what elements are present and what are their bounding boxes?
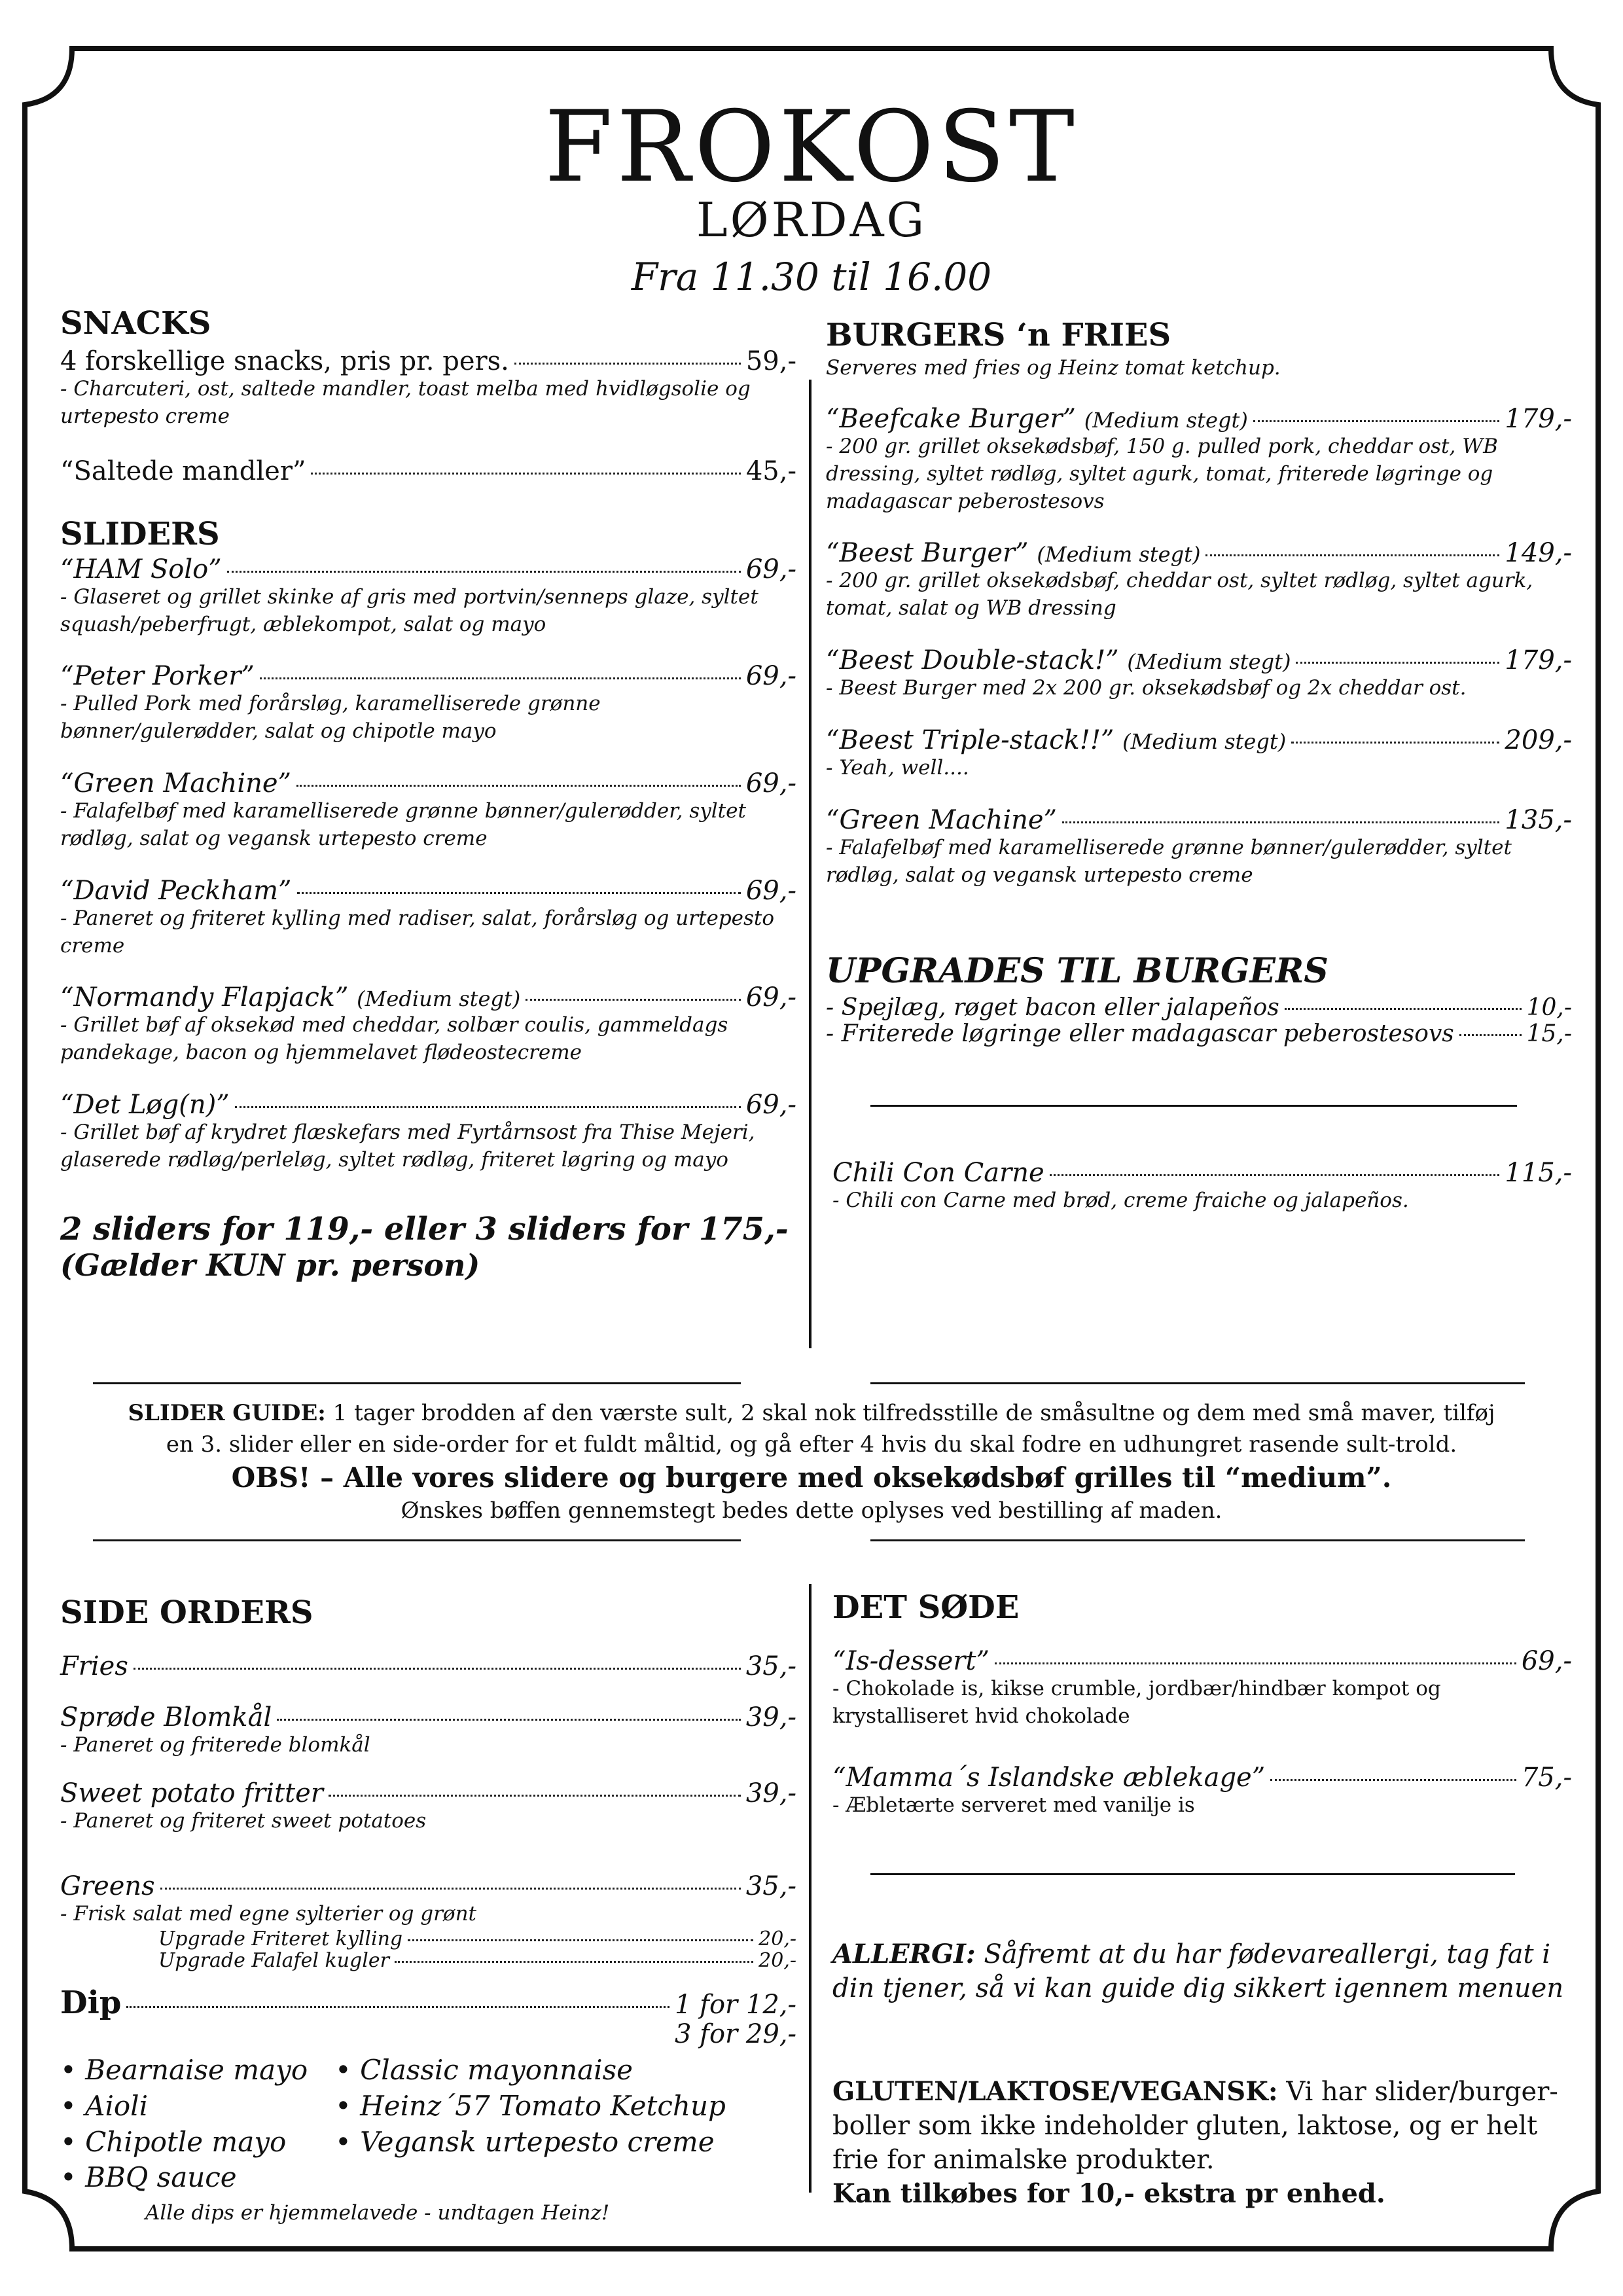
menu-item [60,1779,796,1808]
chili-item-block [832,1158,1572,1215]
dip-option: • BBQ sauce [60,2161,237,2194]
item-price: 35,- [745,1871,796,1901]
right-column-top [826,319,1572,1047]
slider-guide-line2: en 3. slider eller en side-order for et fuldt måltid, og gå efter 4 hvis du skal fodre en udhungret rasende sult-trold. [166,1431,1457,1458]
leader-dots [408,1939,753,1941]
item-price: 69,- [745,554,796,584]
leader-dots [514,363,741,365]
item-title: “Beest Burger” [826,538,1029,569]
item-price: 69,- [745,982,796,1013]
menu-item [826,726,1572,755]
section-heading-desserts: DET SØDE [832,1589,1020,1626]
item-name: “Mamma´s Islandske æblekage” [832,1762,1266,1793]
item-name: “Green Machine” [60,768,291,799]
desserts [832,1589,1572,1820]
item-price: 179,- [1505,645,1572,676]
item-name: “HAM Solo” [60,554,222,584]
leader-dots [134,1668,741,1670]
dip-option: • Chipotle mayo [60,2125,287,2158]
item-name: Sprøde Blomkål [60,1702,272,1732]
section-heading-sides: SIDE ORDERS [60,1594,313,1631]
dip-list [60,2053,796,2195]
dip-option: • Bearnaise mayo [60,2054,308,2087]
leader-dots [260,677,741,679]
leader-dots [126,2006,669,2008]
leader-dots [160,1888,741,1890]
dip-column [335,2053,726,2195]
item-description: - Frisk salat med egne sylterier og grønt [60,1901,477,1926]
menu-item [60,983,796,1012]
leader-dots [1253,420,1500,422]
section-heading-sliders: SLIDERS [60,515,220,552]
divider-line [93,1382,741,1384]
item-description: - Paneret og friteret sweet potatoes [60,1808,427,1833]
menu-item [60,769,796,798]
opening-hours: Fra 11.30 til 16.00 [631,255,992,299]
leader-dots [277,1719,741,1721]
item-description: - Chili con Carne med brød, creme fraiche og jalapeños. [832,1189,1409,1212]
section-subheading: Serveres med fries og Heinz tomat ketchup. [826,356,1281,380]
divider-line [870,1539,1525,1541]
item-price: 39,- [745,1702,796,1732]
dip-price-triple: 3 for 29,- [674,2019,796,2050]
item-price: 45,- [745,456,796,486]
item-price: 69,- [745,1090,796,1121]
menu-item [832,1158,1572,1187]
leader-dots [235,1106,741,1108]
item-name [826,539,1200,567]
item-price: 209,- [1505,725,1572,755]
greens-upgrade [158,1950,796,1971]
item-name: Greens [60,1871,155,1901]
item-description: - Beest Burger med 2x 200 gr. oksekødsbøf og 2x cheddar ost. [826,676,1467,700]
item-note: (Medium stegt) [1037,542,1201,567]
item-name: “Is-dessert” [832,1646,990,1676]
slider-guide-text1: 1 tager brodden af den værste sult, 2 skal nok tilfredsstille de småsultne og dem med små maver, tilføj [325,1400,1495,1426]
sliders-offer-note: (Gælder KUN pr. person) [60,1247,480,1283]
column-divider-top [809,380,812,1348]
item-description: - Yeah, well.... [826,755,969,780]
section-heading-upgrades: UPGRADES TIL BURGERS [826,951,1329,992]
item-price: 39,- [745,1778,796,1808]
leader-dots [297,892,741,894]
slider-guide [59,1398,1564,1525]
menu-item [826,646,1572,675]
item-price: 69,- [745,768,796,799]
item-description: - Paneret og friteret kylling med radiser, salat, forårsløg og urtepesto creme [60,906,775,958]
item-price: 20,- [758,1927,796,1950]
menu-item [826,404,1572,433]
item-description: - Æbletærte serveret med vanilje is [832,1793,1195,1817]
item-name: - Friterede løgringe eller madagascar peberostesovs [826,1020,1454,1048]
item-description: - Grillet bøf af krydret flæskefars med Fyrtårnsost fra Thise Mejeri, glaserede rødløg/perleløg, syltet rødløg, friteret løgring og mayo [60,1121,755,1172]
slider-guide-label: SLIDER GUIDE: [128,1400,326,1426]
dip-option: • Vegansk urtepesto creme [335,2125,715,2158]
divider-line [870,1382,1525,1384]
menu-item [60,1090,796,1119]
item-price: 35,- [745,1651,796,1681]
leader-dots [311,473,740,475]
sliders-offer: 2 sliders for 119,- eller 3 sliders for 175,- [60,1210,789,1247]
leader-dots [1296,662,1499,664]
gluten-text: Vi har slider/burger-boller som ikke indeholder gluten, laktose, og er helt frie for animalske produkter. [832,2077,1558,2175]
menu-item [60,1872,796,1901]
menu-item [60,347,796,376]
item-price: 179,- [1505,403,1572,434]
item-title: “Normandy Flapjack” [60,982,349,1013]
menu-item [60,876,796,905]
item-price: 20,- [758,1948,796,1972]
item-note: (Medium stegt) [1084,407,1248,433]
item-name: Upgrade Friteret kylling [158,1927,403,1950]
menu-item [60,457,796,486]
menu-item [60,1652,796,1681]
dip-option: • Aioli [60,2089,149,2122]
upgrade-item [826,995,1572,1021]
divider-line [870,1873,1515,1875]
dip-item [60,1986,796,2020]
item-description: - Falafelbøf med karamelliserede grønne bønner/gulerødder, syltet rødløg, salat og vegansk urtepesto creme [826,835,1512,887]
leader-dots [1291,742,1499,744]
item-title: “Beest Triple-stack!!” [826,725,1115,755]
item-price: 149,- [1505,538,1572,569]
item-name [826,726,1286,755]
item-price: 69,- [745,875,796,906]
item-price: 69,- [1521,1646,1572,1676]
item-title: “Beest Double-stack!” [826,645,1119,676]
leader-dots [296,785,741,787]
item-name: Upgrade Falafel kugler [158,1948,389,1972]
leader-dots [1459,1034,1522,1036]
item-note: (Medium stegt) [357,986,521,1012]
item-name: “Peter Porker” [60,661,255,692]
menu-item [60,555,796,584]
item-name: “David Peckham” [60,875,292,906]
leader-dots [329,1795,741,1797]
item-price: 115,- [1505,1158,1572,1188]
leader-dots [526,999,741,1001]
leader-dots [1205,554,1499,556]
slider-guide-line1 [59,1398,1564,1429]
dip-option: • Classic mayonnaise [335,2054,633,2087]
leader-dots [1050,1174,1500,1176]
item-price: 135,- [1505,804,1572,835]
left-column-top [60,305,796,1283]
dip-label: Dip [60,1984,122,2021]
dip-column [60,2053,335,2195]
menu-item [60,662,796,691]
item-name [826,646,1291,675]
page-subtitle: LØRDAG [696,192,927,247]
gluten-extra: Kan tilkøbes for 10,- ekstra pr enhed. [832,2178,1385,2209]
leader-dots [1285,1008,1522,1010]
item-description: - Charcuteri, ost, saltede mandler, toast melba med hvidløgsolie og urtepesto creme [60,377,751,428]
item-title: “Beefcake Burger” [826,403,1076,434]
leader-dots [227,571,741,573]
side-orders [60,1594,796,2227]
item-price: 15,- [1526,1020,1572,1048]
leader-dots [1270,1779,1516,1781]
gluten-label: GLUTEN/LAKTOSE/VEGANSK: [832,2076,1278,2107]
menu-item [832,1763,1572,1792]
item-description: - 200 gr. grillet oksekødsbøf, 150 g. pulled pork, cheddar ost, WB dressing, syltet rødløg, syltet agurk, tomat, friterede løgringe og madagascar peberostesovs [826,434,1498,513]
item-price: 69,- [745,661,796,692]
item-description: - Pulled Pork med forårsløg, karamelliserede grønne bønner/gulerødder, salat og chipotle mayo [60,692,601,744]
menu-item [826,539,1572,567]
item-name: 4 forskellige snacks, pris pr. pers. [60,346,509,376]
allergy-notice [832,1937,1572,2005]
section-heading-snacks: SNACKS [60,305,211,342]
obs-note: Ønskes bøffen gennemstegt bedes dette oplyses ved bestilling af maden. [401,1497,1222,1524]
column-divider-bottom [809,1584,812,2193]
item-name: “Green Machine” [826,804,1057,835]
item-name: - Spejlæg, røget bacon eller jalapeños [826,994,1279,1022]
item-price: 75,- [1521,1762,1572,1793]
divider-line [93,1539,741,1541]
item-note: (Medium stegt) [1127,649,1291,675]
item-description: - Grillet bøf af oksekød med cheddar, solbær coulis, gammeldags pandekage, bacon og hjemmelavet flødeostecreme [60,1013,728,1065]
section-heading-burgers: BURGERS ‘n FRIES [826,317,1171,353]
dip-option: • Heinz´57 Tomato Ketchup [335,2089,726,2122]
item-name: Sweet potato fritter [60,1778,323,1808]
gluten-notice [832,2075,1559,2211]
divider-line [870,1105,1517,1107]
item-price: 10,- [1526,994,1572,1022]
item-description: - Paneret og friterede blomkål [60,1733,370,1757]
leader-dots [995,1662,1516,1664]
item-price: 59,- [745,346,796,376]
upgrade-item [826,1021,1572,1047]
menu-item [826,806,1572,834]
greens-upgrade [158,1928,796,1950]
item-name: “Det Løg(n)” [60,1090,230,1121]
item-description: - Falafelbøf med karamelliserede grønne bønner/gulerødder, syltet rødløg, salat og vegansk urtepesto creme [60,799,746,850]
item-name [60,983,520,1012]
item-description: - Glaseret og grillet skinke af gris med portvin/senneps glaze, syltet squash/peberfrugt, æblekompot, salat og mayo [60,584,758,636]
item-note: (Medium stegt) [1122,728,1287,754]
dip-footnote: Alle dips er hjemmelavede - undtagen Heinz! [145,2200,610,2225]
menu-item [832,1647,1572,1676]
item-name: Chili Con Carne [832,1158,1044,1188]
dip-price-single: 1 for 12,- [674,1989,796,2020]
item-description: - Chokolade is, kikse crumble, jordbær/hindbær kompot og krystalliseret hvid chokolade [832,1677,1441,1728]
obs-notice: OBS! – Alle vores slidere og burgere med oksekødsbøf grilles til “medium”. [231,1462,1392,1494]
allergy-text: Såfremt at du har fødevareallergi, tag fat i din tjener, så vi kan guide dig sikkert igennem menuen [832,1939,1564,2003]
item-name [826,404,1248,433]
menu-item [60,1703,796,1732]
item-name: Fries [60,1651,128,1681]
page-title: FROKOST [544,90,1079,204]
item-description: - 200 gr. grillet oksekødsbøf, cheddar ost, syltet rødløg, syltet agurk, tomat, salat og WB dressing [826,569,1533,620]
allergy-label: ALLERGI: [832,1939,976,1969]
item-name: “Saltede mandler” [60,456,306,486]
leader-dots [395,1961,753,1963]
leader-dots [1062,821,1499,823]
